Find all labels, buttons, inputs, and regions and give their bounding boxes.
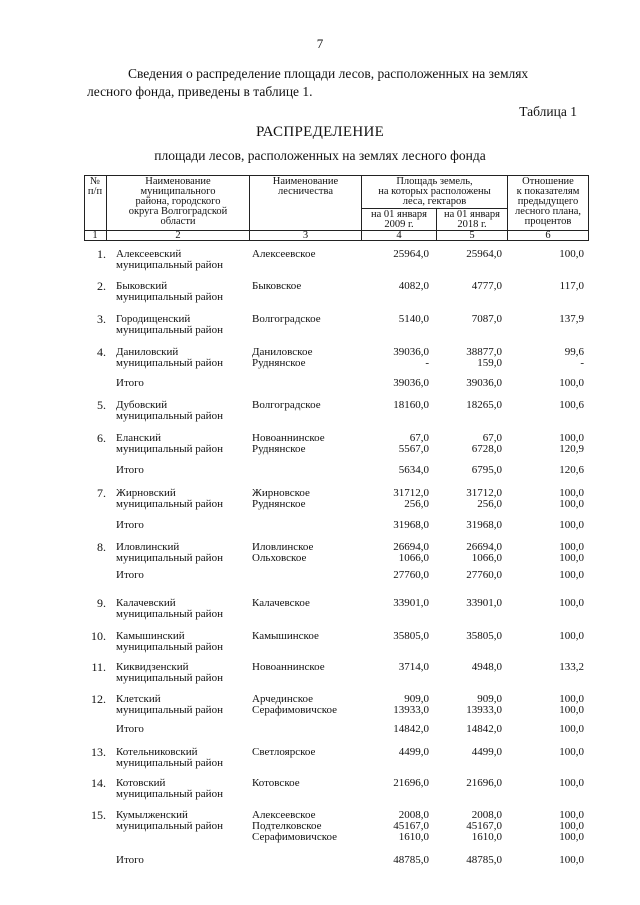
row-number: 2.: [97, 279, 106, 293]
table-header: [84, 175, 589, 241]
area-2018: 4948,0: [471, 661, 502, 673]
row-number: 15.: [91, 808, 106, 822]
forestry-name: Иловлинское Ольховское: [252, 541, 314, 564]
area-2018: 18265,0: [466, 399, 502, 411]
forestry-name: Алексеевское: [252, 248, 316, 260]
header-index: 2: [175, 230, 181, 241]
district-name: Котельниковский муниципальный район: [116, 746, 223, 769]
ratio-percent: 120,6: [559, 464, 584, 476]
row-number: 1.: [97, 247, 106, 261]
area-2009: 3714,0: [398, 661, 429, 673]
district-name: Иловлинский муниципальный район: [116, 541, 223, 564]
area-2018: 35805,0: [466, 630, 502, 642]
district-name: Итого: [116, 377, 144, 389]
row-number: 12.: [91, 692, 106, 706]
area-2018: 6795,0: [471, 464, 502, 476]
header-area-2009: на 01 января 2009 г.: [370, 209, 428, 230]
ratio-percent: 100,6: [559, 399, 584, 411]
header-num: № п/п: [87, 176, 103, 197]
row-number: 13.: [91, 745, 106, 759]
area-2009: 33901,0: [393, 597, 429, 609]
area-2009: 4082,0: [398, 280, 429, 292]
row-number: 6.: [97, 431, 106, 445]
header-ratio: Отношение к показателям предыдущего лесного плана, процентов: [514, 176, 582, 227]
district-name: Калачевский муниципальный район: [116, 597, 223, 620]
district-name: Киквидзенский муниципальный район: [116, 661, 223, 684]
table-label: Таблица 1: [519, 104, 577, 119]
area-2018: 27760,0: [466, 569, 502, 581]
header-index: 3: [302, 230, 309, 241]
document-title: РАСПРЕДЕЛЕНИЕ: [255, 124, 385, 140]
area-2018: 4499,0: [471, 746, 502, 758]
intro-line-1: Сведения о распределение площади лесов, расположенных на землях: [128, 66, 529, 81]
area-2018: 2008,0 45167,0 1610,0: [466, 809, 502, 843]
ratio-percent: 100,0: [559, 630, 584, 642]
district-name: Жирновский муниципальный район: [116, 487, 223, 510]
ratio-percent: 100,0: [559, 597, 584, 609]
forestry-name: Светлоярское: [252, 746, 316, 758]
area-2009: 39036,0: [393, 377, 429, 389]
area-2009: 25964,0: [393, 248, 429, 260]
row-number: 3.: [97, 312, 106, 326]
area-2018: 25964,0: [466, 248, 502, 260]
area-2018: 39036,0: [466, 377, 502, 389]
area-2018: 4777,0: [471, 280, 502, 292]
forestry-name: Даниловское Руднянское: [252, 346, 313, 369]
area-2018: 31712,0 256,0: [466, 487, 502, 510]
area-2009: 4499,0: [398, 746, 429, 758]
district-name: Дубовский муниципальный район: [116, 399, 223, 422]
header-index: 4: [396, 230, 402, 241]
ratio-percent: 100,0: [559, 569, 584, 581]
forestry-name: Волгоградское: [252, 399, 321, 411]
area-2009: 909,0 13933,0: [393, 693, 429, 716]
area-2009: 31968,0: [393, 519, 429, 531]
header-index: 5: [469, 230, 475, 241]
area-2009: 48785,0: [393, 854, 429, 866]
area-2018: 31968,0: [466, 519, 502, 531]
ratio-percent: 99,6 -: [564, 346, 584, 369]
header-area: Площадь земель, на которых расположены леса, гектаров: [378, 176, 491, 207]
ratio-percent: 100,0: [559, 377, 584, 389]
area-2018: 7087,0: [471, 313, 502, 325]
area-2009: 2008,0 45167,0 1610,0: [393, 809, 429, 843]
header-index: 6: [545, 230, 551, 241]
row-number: 5.: [97, 398, 106, 412]
area-2018: 14842,0: [466, 723, 502, 735]
header-forestry: Наименование лесничества: [272, 176, 339, 197]
area-2009: 39036,0 -: [393, 346, 429, 369]
row-number: 7.: [97, 486, 106, 500]
area-2009: 31712,0 256,0: [393, 487, 429, 510]
area-2018: 909,0 13933,0: [466, 693, 502, 716]
ratio-percent: 100,0 100,0: [559, 541, 584, 564]
forestry-name: Новоаннинское: [252, 661, 325, 673]
district-name: Котовский муниципальный район: [116, 777, 223, 800]
area-2018: 26694,0 1066,0: [466, 541, 502, 564]
area-2009: 67,0 5567,0: [398, 432, 429, 455]
area-2009: 21696,0: [393, 777, 429, 789]
forestry-name: Быковское: [252, 280, 302, 292]
row-number: 9.: [97, 596, 106, 610]
row-number: 11.: [91, 660, 106, 674]
forestry-name: Жирновское Руднянское: [252, 487, 310, 510]
row-number: 8.: [97, 540, 106, 554]
row-number: 14.: [91, 776, 106, 790]
forestry-name: Арчединское Серафимовичское: [252, 693, 338, 716]
area-2009: 26694,0 1066,0: [393, 541, 429, 564]
forestry-name: Камышинское: [252, 630, 319, 642]
area-2009: 35805,0: [393, 630, 429, 642]
area-2018: 21696,0: [466, 777, 502, 789]
district-name: Даниловский муниципальный район: [116, 346, 223, 369]
district-name: Городищенский муниципальный район: [116, 313, 223, 336]
page-number: 7: [316, 36, 324, 51]
district-name: Алексеевский муниципальный район: [116, 248, 223, 271]
ratio-percent: 100,0 100,0: [559, 487, 584, 510]
ratio-percent: 100,0 120,9: [559, 432, 584, 455]
ratio-percent: 137,9: [559, 313, 584, 325]
area-2018: 48785,0: [466, 854, 502, 866]
area-2018: 38877,0 159,0: [466, 346, 502, 369]
ratio-percent: 100,0: [559, 519, 584, 531]
district-name: Итого: [116, 519, 144, 531]
area-2009: 5634,0: [398, 464, 429, 476]
forestry-name: Волгоградское: [252, 313, 321, 325]
document-subtitle: площади лесов, расположенных на землях лесного фонда: [154, 148, 486, 163]
ratio-percent: 133,2: [559, 661, 584, 673]
intro-line-2: лесного фонда, приведены в таблице 1.: [87, 84, 313, 99]
area-2018: 33901,0: [466, 597, 502, 609]
ratio-percent: 100,0: [559, 746, 584, 758]
district-name: Камышинский муниципальный район: [116, 630, 223, 653]
district-name: Еланский муниципальный район: [116, 432, 223, 455]
district-name: Итого: [116, 854, 144, 866]
forestry-name: Новоаннинское Руднянское: [252, 432, 325, 455]
area-2009: 18160,0: [393, 399, 429, 411]
ratio-percent: 100,0: [559, 248, 584, 260]
district-name: Кумылженский муниципальный район: [116, 809, 223, 832]
ratio-percent: 100,0: [559, 854, 584, 866]
ratio-percent: 117,0: [559, 280, 584, 292]
district-name: Быковский муниципальный район: [116, 280, 223, 303]
district-name: Клетский муниципальный район: [116, 693, 223, 716]
area-2009: 27760,0: [393, 569, 429, 581]
ratio-percent: 100,0: [559, 723, 584, 735]
district-name: Итого: [116, 569, 144, 581]
ratio-percent: 100,0 100,0 100,0: [559, 809, 584, 843]
row-number: 10.: [91, 629, 106, 643]
area-2009: 5140,0: [398, 313, 429, 325]
area-2009: 14842,0: [393, 723, 429, 735]
area-2018: 67,0 6728,0: [471, 432, 502, 455]
forestry-name: Калачевское: [252, 597, 310, 609]
forestry-name: Алексеевское Подтелковское Серафимовичское: [252, 809, 338, 843]
district-name: Итого: [116, 723, 144, 735]
header-area-2018: на 01 января 2018 г.: [443, 209, 501, 230]
district-name: Итого: [116, 464, 144, 476]
forestry-name: Котовское: [252, 777, 300, 789]
header-district: Наименование муниципального района, городского округа Волгоградской области: [128, 176, 228, 227]
ratio-percent: 100,0: [559, 777, 584, 789]
header-index: 1: [92, 230, 98, 241]
ratio-percent: 100,0 100,0: [559, 693, 584, 716]
row-number: 4.: [97, 345, 106, 359]
